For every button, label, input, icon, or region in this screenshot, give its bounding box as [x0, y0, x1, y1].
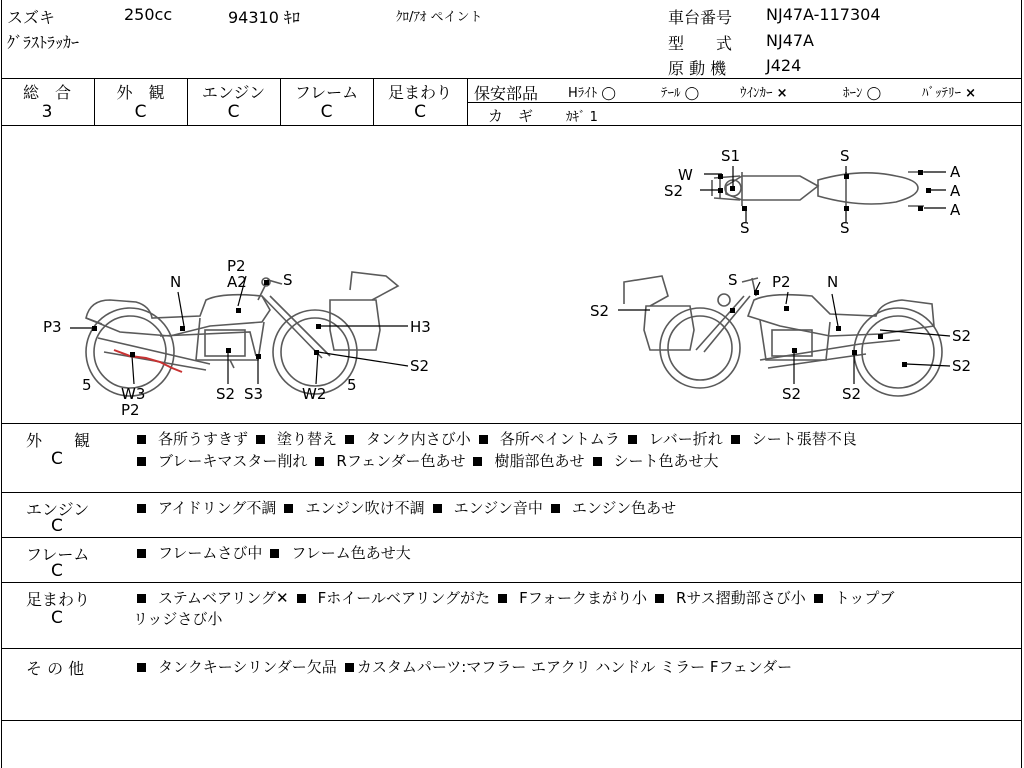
defect-item: Rフェンダー色あせ [315, 450, 465, 471]
rule-sec2-bottom [1, 537, 1022, 538]
chassis-label: 車台番号 [668, 8, 733, 27]
safety-mark: ◯ [866, 86, 882, 101]
safety-item-horn [843, 82, 881, 101]
label-left-5-left: 5 [82, 376, 92, 394]
label-left-w3: W3 [121, 385, 146, 403]
label-top-s-mid-bottom: S [840, 219, 850, 237]
defect-item: トップブ [814, 587, 895, 608]
label-right-s2-left: S2 [590, 302, 610, 320]
safety-item-label: ﾃｰﾙ [661, 86, 681, 101]
rule-diagram-bottom [1, 423, 1022, 424]
defect-item: シート張替不良 [731, 428, 857, 449]
section-frame-grade: C [51, 561, 63, 581]
chassis-value: NJ47A-117304 [766, 5, 881, 24]
section-engine-line1 [137, 497, 684, 518]
grade-exterior-label: 外 観 [116, 83, 165, 102]
defect-item: 各所うすきず [137, 428, 248, 449]
safety-item-label: ﾎｰﾝ [843, 86, 863, 101]
type-value: NJ47A [766, 31, 814, 50]
damage-diagram [0, 126, 1024, 423]
section-suspension-continuation: リッジさび小 [133, 610, 223, 628]
defect-item: 各所ペイントムラ [479, 428, 620, 449]
label-left-a2: A2 [227, 273, 247, 291]
defect-item: シート色あせ大 [593, 450, 719, 471]
label-left-p3: P3 [43, 318, 62, 336]
section-engine-label: エンジン [26, 500, 90, 519]
label-right-s: S [728, 271, 738, 289]
label-right-s2-bottom-b: S2 [842, 385, 862, 403]
label-top-a3: A [950, 201, 961, 219]
grade-frame-label: フレーム [294, 83, 359, 102]
engine-label: 原 動 機 [668, 59, 727, 78]
defect-item: フレームさび中 [137, 542, 262, 563]
key-value: ｶｷﾞ 1 [566, 110, 598, 125]
label-left-n: N [170, 273, 182, 291]
displacement: 250cc [124, 5, 173, 24]
safety-mark: ◯ [601, 86, 616, 101]
rule-sec3-bottom [1, 582, 1022, 583]
engine-value: J424 [766, 56, 802, 75]
grade-frame-value: C [320, 102, 333, 122]
label-top-s1: S1 [721, 147, 741, 165]
label-right-p2: P2 [772, 273, 791, 291]
section-frame-line1 [137, 542, 419, 563]
type-label: 型 式 [668, 34, 733, 53]
safety-item-label: ｳｲﾝｶｰ [740, 86, 773, 101]
section-other-line1 [137, 656, 800, 677]
label-top-w: W [678, 166, 693, 184]
label-top-a2: A [950, 182, 961, 200]
safety-item-label: Hﾗｲﾄ [568, 86, 598, 101]
key-label: カ ギ [488, 107, 534, 125]
safety-mark: ◯ [684, 86, 700, 101]
label-left-5-right: 5 [347, 376, 357, 394]
rule-sec4-bottom [1, 648, 1022, 649]
label-right-s2-bottom-a: S2 [782, 385, 802, 403]
section-exterior-line2 [137, 450, 727, 471]
section-suspension-line1 [137, 587, 902, 608]
label-left-s2-bottom: S2 [216, 385, 236, 403]
rule-grade-mid [467, 102, 1022, 103]
defect-item: 塗り替え [256, 428, 337, 449]
label-left-s2-right: S2 [410, 357, 430, 375]
defect-item: エンジン色あせ [551, 497, 676, 518]
label-left-p2-bottom: P2 [121, 401, 140, 419]
grade-exterior-value: C [134, 102, 147, 122]
defect-item: 樹脂部色あせ [473, 450, 584, 471]
section-exterior-line1 [137, 428, 865, 449]
defect-item: タンク内さび小 [345, 428, 471, 449]
rule-header-bottom [1, 78, 1022, 79]
grade-suspension-label: 足まわり [387, 83, 452, 102]
maker: スズキ [7, 8, 56, 27]
section-other-label: そ の 他 [26, 659, 85, 678]
defect-item: ブレーキマスター削れ [137, 450, 307, 471]
label-left-h3: H3 [410, 318, 431, 336]
grade-engine-value: C [227, 102, 240, 122]
safety-label: 保安部品 [474, 84, 539, 103]
label-right-s2-lower: S2 [952, 357, 972, 375]
defect-item: アイドリング不調 [137, 497, 276, 518]
bike-right-drawing [624, 276, 942, 396]
defect-item: レバー折れ [628, 428, 723, 449]
label-left-p2-top: P2 [227, 257, 246, 275]
bike-top-drawing [712, 172, 924, 206]
label-left-s3: S3 [244, 385, 264, 403]
mileage: 94310 ｷﾛ [228, 8, 300, 27]
section-engine-grade: C [51, 516, 63, 536]
defect-item: カスタムパーツ:マフラー エアクリ ハンドル ミラー Fフェンダー [345, 656, 792, 677]
damage-mark-exhaust [114, 350, 182, 372]
rule-grade-col5 [467, 78, 468, 125]
section-suspension-grade: C [51, 608, 63, 628]
defect-item: エンジン吹け不調 [284, 497, 424, 518]
defect-item: ステムベアリング✕ [137, 587, 289, 608]
safety-item-battery [922, 82, 976, 101]
safety-item-headlight [568, 82, 616, 101]
grade-suspension-value: C [414, 102, 426, 122]
label-top-s2: S2 [664, 182, 684, 200]
rule-sec5-bottom [1, 720, 1022, 721]
label-left-w2: W2 [302, 385, 327, 403]
safety-mark: × [776, 86, 788, 101]
grade-total-value: 3 [41, 102, 53, 122]
defect-item: タンクキーシリンダー欠品 [137, 656, 337, 677]
section-exterior-label: 外 観 [26, 431, 91, 450]
label-top-s-mid-top: S [840, 147, 850, 165]
section-exterior-grade: C [51, 449, 63, 469]
safety-mark: × [965, 86, 977, 101]
defect-item: Fフォークまがり小 [498, 587, 647, 608]
grade-total-label: 総 合 [22, 83, 71, 102]
defect-item: Rサス摺動部さび小 [655, 587, 806, 608]
defect-item: エンジン音中 [433, 497, 543, 518]
section-suspension-label: 足まわり [26, 590, 91, 609]
model-name: ｸﾞﾗｽﾄﾗｯｶｰ [7, 33, 80, 52]
label-left-s: S [283, 271, 293, 289]
safety-item-label: ﾊﾞｯﾃﾘｰ [922, 86, 961, 101]
defect-item: フレーム色あせ大 [270, 542, 410, 563]
color: ｸﾛ/ｱｵ ペイント [396, 10, 483, 25]
safety-item-winker [740, 82, 788, 101]
label-right-n: N [827, 273, 839, 291]
label-top-s-front: S [740, 219, 750, 237]
defect-item: Fホイールベアリングがた [297, 587, 490, 608]
section-frame-label: フレーム [26, 545, 90, 564]
rule-sec1-bottom [1, 492, 1022, 493]
safety-item-tail [661, 82, 699, 101]
grade-engine-label: エンジン [201, 83, 266, 102]
label-top-a1: A [950, 163, 961, 181]
label-right-s2-upper: S2 [952, 327, 972, 345]
